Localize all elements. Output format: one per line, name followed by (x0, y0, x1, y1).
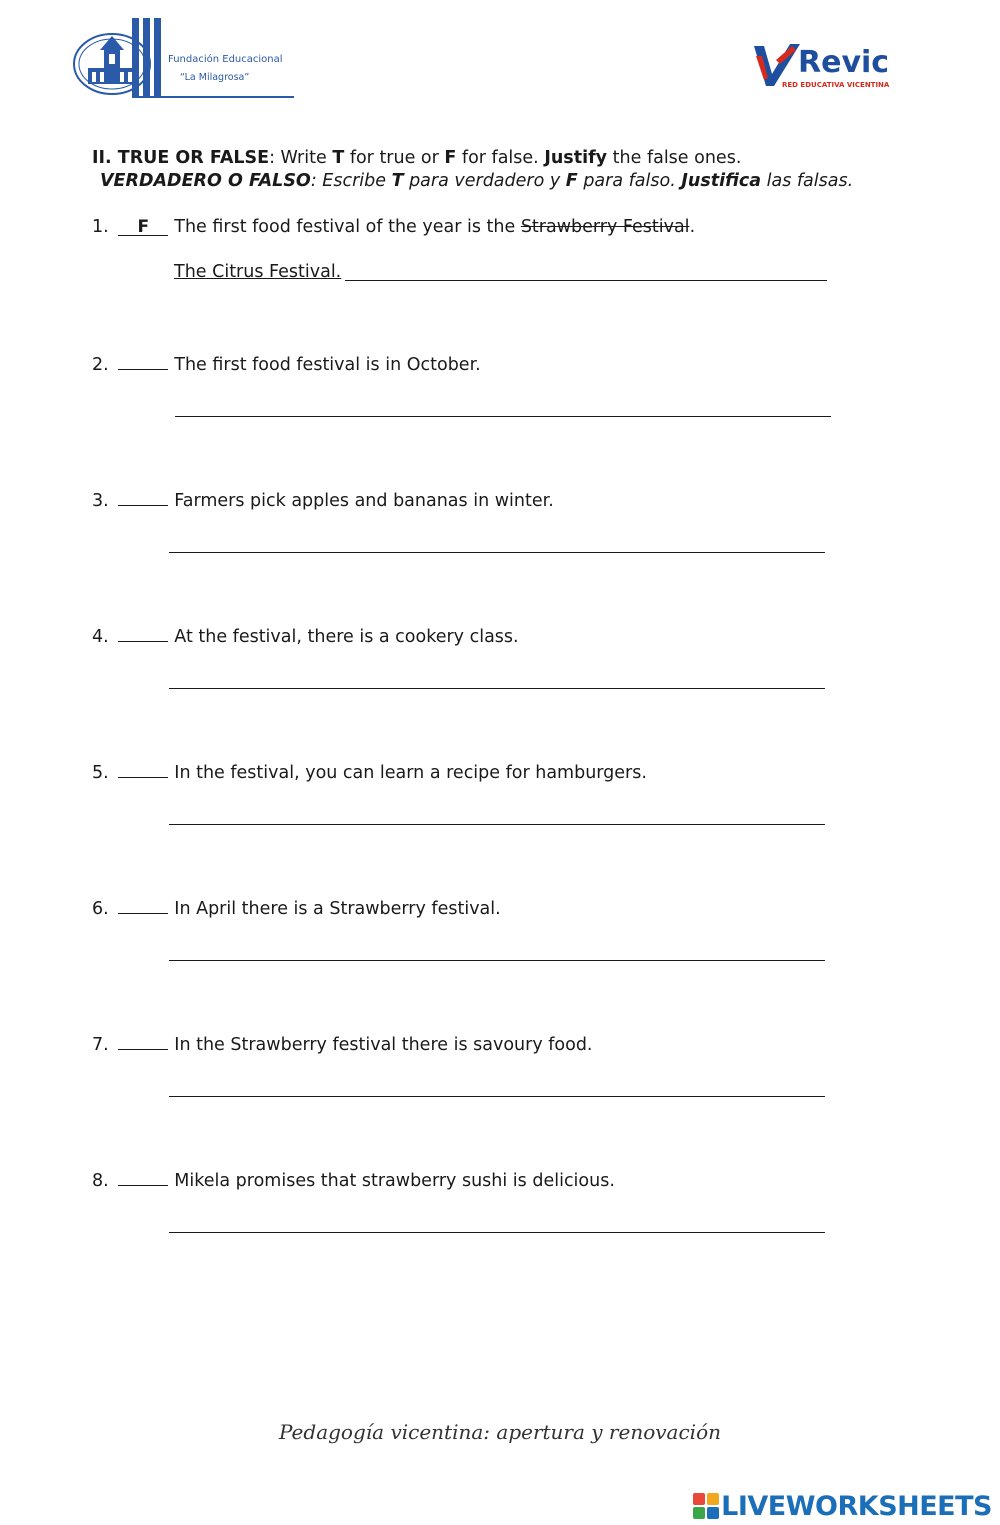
instr-text: para verdadero y (403, 171, 566, 191)
question-text: The first food festival of the year is the (174, 217, 521, 237)
instr-bold: Justify (544, 148, 608, 168)
instr-bold: F (565, 171, 578, 191)
question-number: 3. (92, 491, 109, 511)
answer-blank-1[interactable]: F (118, 219, 168, 236)
question-3 (92, 489, 554, 511)
school-logo (72, 18, 297, 100)
question-number: 5. (92, 763, 109, 783)
question-number: 7. (92, 1035, 109, 1055)
instr-text: the false ones. (607, 148, 742, 168)
revic-brand-text: Revic (798, 45, 890, 80)
struck-text: Strawberry Festival (520, 217, 690, 237)
justification-1[interactable]: The Citrus Festival. (174, 262, 342, 282)
liveworksheets-brand-text: LIVEWORKSHEETS (721, 1490, 992, 1522)
question-text: Farmers pick apples and bananas in winter. (174, 491, 554, 511)
justification-line-1[interactable] (345, 280, 827, 281)
instr-text: : Escribe (310, 171, 392, 191)
instructions-spanish (100, 171, 853, 191)
question-text-end: . (689, 217, 696, 237)
question-1 (92, 217, 695, 237)
answer-blank-6[interactable] (118, 897, 168, 914)
school-name-line1: Fundación Educacional (168, 54, 283, 65)
question-8 (92, 1169, 615, 1191)
question-text: In the festival, you can learn a recipe for hamburgers. (174, 763, 647, 783)
justification-line-8[interactable] (169, 1232, 825, 1233)
justification-line-4[interactable] (169, 688, 825, 689)
question-number: 1. (92, 217, 109, 237)
school-name-line2: “La Milagrosa” (180, 72, 250, 83)
school-crest-icon (72, 18, 297, 100)
instr-bold: T (391, 171, 404, 191)
answer-blank-7[interactable] (118, 1033, 168, 1050)
revic-subtitle: RED EDUCATIVA VICENTINA (782, 81, 890, 89)
answer-blank-5[interactable] (118, 761, 168, 778)
instr-text: for false. (456, 148, 545, 168)
question-text: At the festival, there is a cookery class. (174, 627, 519, 647)
answer-blank-3[interactable] (118, 489, 168, 506)
justification-line-5[interactable] (169, 824, 825, 825)
justification-line-2[interactable] (175, 416, 831, 417)
answer-blank-4[interactable] (118, 625, 168, 642)
question-6 (92, 897, 501, 919)
question-number: 6. (92, 899, 109, 919)
instr-text: las falsas. (761, 171, 854, 191)
answer-blank-8[interactable] (118, 1169, 168, 1186)
instructions-english (92, 148, 741, 168)
question-text: Mikela promises that strawberry sushi is delicious. (174, 1171, 615, 1191)
liveworksheets-grid-icon (693, 1493, 719, 1519)
question-number: 8. (92, 1171, 109, 1191)
instr-text: para falso. (577, 171, 682, 191)
footer-motto: Pedagogía vicentina: apertura y renovación (279, 1420, 721, 1444)
question-7 (92, 1033, 593, 1055)
justification-line-6[interactable] (169, 960, 825, 961)
section-title: II. TRUE OR FALSE (92, 148, 270, 168)
question-text: In the Strawberry festival there is savoury food. (174, 1035, 593, 1055)
justification-line-3[interactable] (169, 552, 825, 553)
question-5 (92, 761, 647, 783)
question-number: 2. (92, 355, 109, 375)
liveworksheets-logo[interactable] (693, 1488, 992, 1524)
question-text: In April there is a Strawberry festival. (174, 899, 501, 919)
instr-text: for true or (344, 148, 445, 168)
instr-bold: T (332, 148, 345, 168)
answer-blank-2[interactable] (118, 353, 168, 370)
instr-text: : Write (269, 148, 333, 168)
justification-line-7[interactable] (169, 1096, 825, 1097)
section-title-es: VERDADERO O FALSO (100, 171, 311, 191)
instr-bold: F (444, 148, 457, 168)
question-number: 4. (92, 627, 109, 647)
revic-logo (752, 40, 897, 92)
question-text: The first food festival is in October. (174, 355, 481, 375)
instr-bold: Justifica (681, 171, 762, 191)
question-2 (92, 353, 481, 375)
question-4 (92, 625, 519, 647)
revic-mark-icon (752, 40, 897, 92)
